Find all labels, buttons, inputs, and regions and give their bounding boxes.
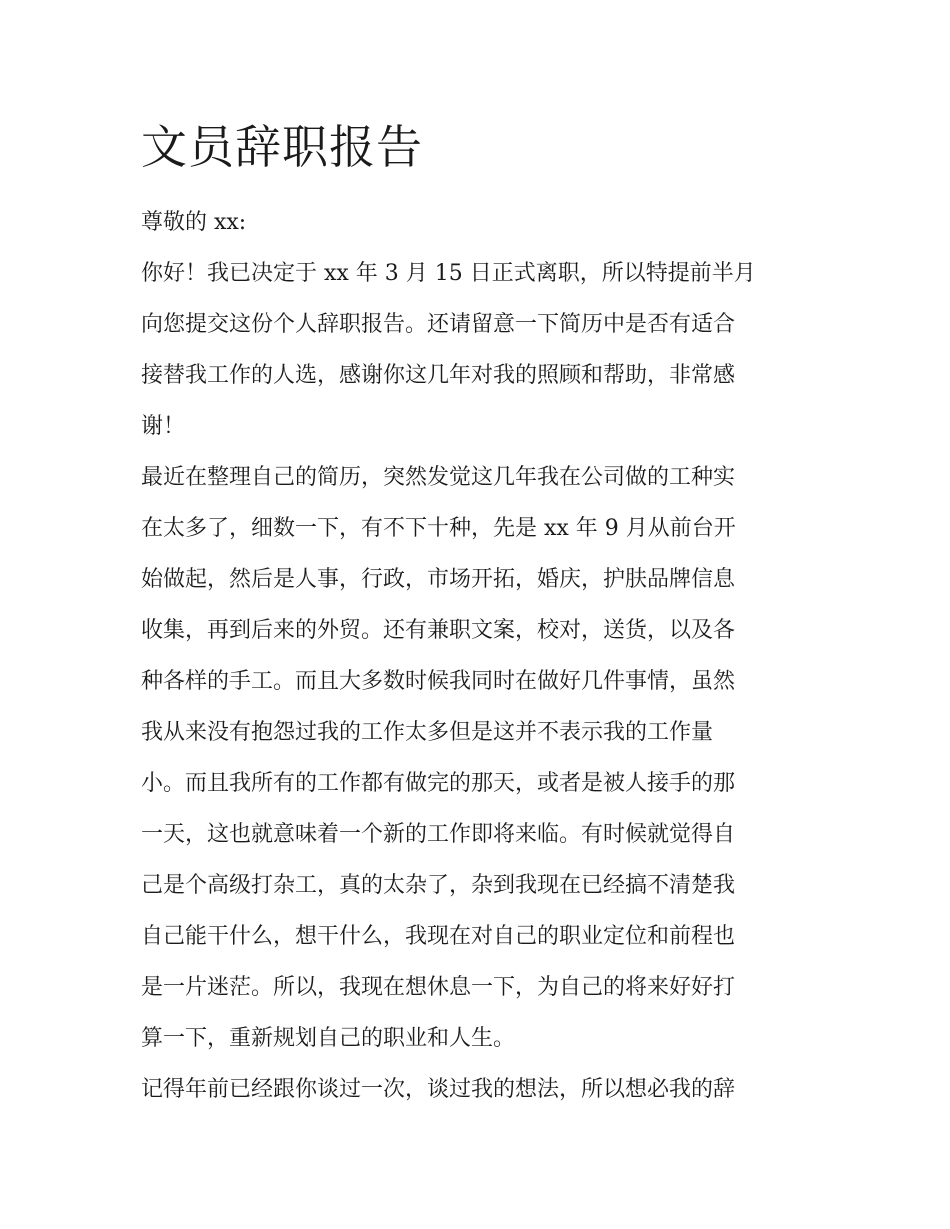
text-line: 种各样的手工。而且大多数时候我同时在做好几件事情，虽然	[141, 669, 736, 694]
text-line: 算一下，重新规划自己的职业和人生。	[141, 1026, 516, 1051]
text-line: 尊敬的 xx:	[141, 210, 247, 235]
text-line: 在太多了，细数一下，有不下十种，先是 xx 年 9 月从前台开	[141, 516, 736, 541]
text-line: 向您提交这份个人辞职报告。还请留意一下简历中是否有适合	[141, 312, 736, 337]
text-line: 己是个高级打杂工，真的太杂了，杂到我现在已经搞不清楚我	[141, 873, 736, 898]
text-line: 自己能干什么，想干什么，我现在对自己的职业定位和前程也	[141, 924, 736, 949]
text-line: 是一片迷茫。所以，我现在想休息一下，为自己的将来好好打	[141, 975, 736, 1000]
text-line: 最近在整理自己的简历，突然发觉这几年我在公司做的工种实	[141, 465, 736, 490]
text-line: 小。而且我所有的工作都有做完的那天，或者是被人接手的那	[141, 771, 736, 796]
document-body	[141, 197, 813, 1115]
text-line: 一天，这也就意味着一个新的工作即将来临。有时候就觉得自	[141, 822, 736, 847]
document-title: 文员辞职报告	[141, 120, 423, 174]
text-line: 始做起，然后是人事，行政，市场开拓，婚庆，护肤品牌信息	[141, 567, 736, 592]
text-line: 你好！我已决定于 xx 年 3 月 15 日正式离职，所以特提前半月	[141, 261, 756, 286]
text-line: 收集，再到后来的外贸。还有兼职文案，校对，送货，以及各	[141, 618, 736, 643]
text-line: 谢！	[141, 414, 186, 439]
text-line: 记得年前已经跟你谈过一次，谈过我的想法，所以想必我的辞	[141, 1077, 736, 1102]
text-line: 我从来没有抱怨过我的工作太多但是这并不表示我的工作量	[141, 720, 714, 745]
text-line: 接替我工作的人选，感谢你这几年对我的照顾和帮助，非常感	[141, 363, 736, 388]
